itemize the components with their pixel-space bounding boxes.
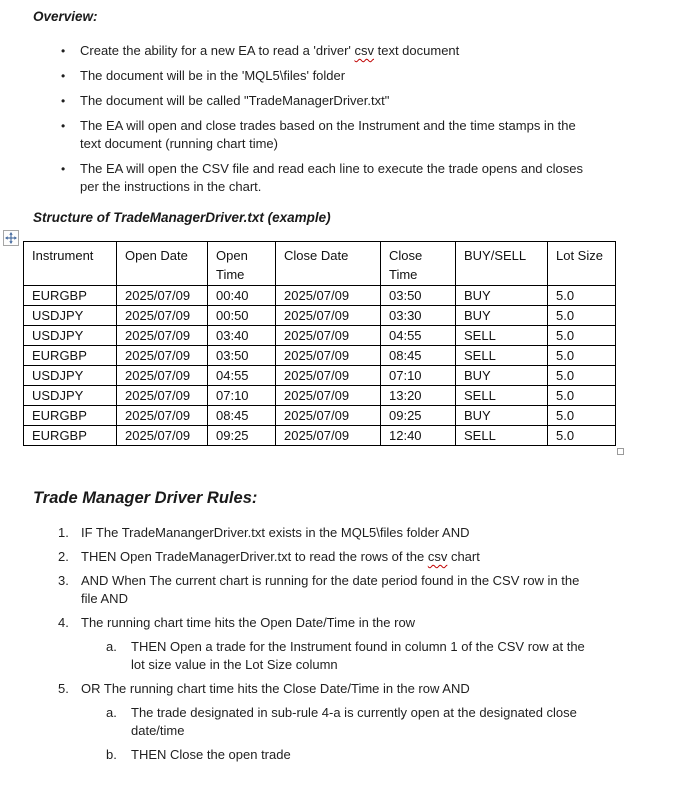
cell-buysell: SELL xyxy=(456,346,548,366)
rule-text xyxy=(81,548,480,566)
text-line: THEN Close the open trade xyxy=(131,747,291,762)
rule-text xyxy=(131,704,577,740)
table-row xyxy=(24,306,616,326)
cell-buysell: SELL xyxy=(456,426,548,446)
col-header-lot-size: Lot Size xyxy=(548,242,616,286)
rule-text xyxy=(81,524,469,542)
rules-heading: Trade Manager Driver Rules: xyxy=(33,489,258,507)
cell-close-date: 2025/07/09 xyxy=(276,306,381,326)
text-line: text document (running chart time) xyxy=(80,136,278,151)
text-line: The document will be called "TradeManagerDriver.txt" xyxy=(80,93,390,108)
cell-close-time: 03:30 xyxy=(381,306,456,326)
cell-buysell: BUY xyxy=(456,406,548,426)
bullet-icon: • xyxy=(61,162,66,176)
cell-open-date: 2025/07/09 xyxy=(117,286,208,306)
bullet-item xyxy=(33,67,680,85)
cell-instrument: USDJPY xyxy=(24,306,117,326)
text-line: THEN Open a trade for the Instrument found in column 1 of the CSV row at the xyxy=(131,639,585,654)
cell-instrument: EURGBP xyxy=(24,346,117,366)
cell-close-time: 08:45 xyxy=(381,346,456,366)
text-line: AND When The current chart is running for the date period found in the CSV row in the xyxy=(81,573,580,588)
text-run: chart xyxy=(447,549,480,564)
cell-open-date: 2025/07/09 xyxy=(117,406,208,426)
cell-close-date: 2025/07/09 xyxy=(276,386,381,406)
rule-text xyxy=(131,638,585,674)
table-row xyxy=(24,386,616,406)
bullet-item xyxy=(33,42,680,60)
cell-buysell: SELL xyxy=(456,386,548,406)
cell-open-time: 00:50 xyxy=(208,306,276,326)
cell-buysell: BUY xyxy=(456,366,548,386)
bullet-icon: • xyxy=(61,94,66,108)
cell-instrument: EURGBP xyxy=(24,286,117,306)
cell-lot-size: 5.0 xyxy=(548,326,616,346)
rule-number: 5. xyxy=(58,681,69,696)
rule-text xyxy=(81,680,470,698)
col-header-buysell: BUY/SELL xyxy=(456,242,548,286)
cell-lot-size: 5.0 xyxy=(548,286,616,306)
cell-open-time: 09:25 xyxy=(208,426,276,446)
text-line: OR The running chart time hits the Close Date/Time in the row AND xyxy=(81,681,470,696)
table-row xyxy=(24,366,616,386)
cell-open-time: 03:40 xyxy=(208,326,276,346)
trade-driver-table xyxy=(23,241,616,446)
text-line: IF The TradeManangerDriver.txt exists in the MQL5\files folder AND xyxy=(81,525,470,540)
text-line: date/time xyxy=(131,723,185,738)
text-line: file AND xyxy=(81,591,128,606)
text-line xyxy=(81,548,480,566)
text-line: per the instructions in the chart. xyxy=(80,179,262,194)
rule-sub-item xyxy=(33,638,680,674)
cell-buysell: BUY xyxy=(456,286,548,306)
trade-table-container xyxy=(23,241,615,446)
text-run: text document xyxy=(374,43,460,58)
text-line xyxy=(80,42,459,60)
rule-number: 3. xyxy=(58,573,69,588)
bullet-icon: • xyxy=(61,44,66,58)
cell-open-time: 04:55 xyxy=(208,366,276,386)
text-line: The EA will open the CSV file and read each line to execute the trade opens and closes xyxy=(80,161,583,176)
cell-close-date: 2025/07/09 xyxy=(276,406,381,426)
rule-item xyxy=(33,614,680,632)
cell-instrument: USDJPY xyxy=(24,386,117,406)
bullet-text xyxy=(80,117,576,153)
cell-open-time: 08:45 xyxy=(208,406,276,426)
cell-instrument: EURGBP xyxy=(24,406,117,426)
cell-open-date: 2025/07/09 xyxy=(117,366,208,386)
rule-number: 1. xyxy=(58,525,69,540)
text-run: THEN Open TradeManagerDriver.txt to read the rows of the xyxy=(81,549,428,564)
table-row xyxy=(24,286,616,306)
cell-instrument: USDJPY xyxy=(24,326,117,346)
bullet-item xyxy=(33,117,680,153)
cell-close-time: 03:50 xyxy=(381,286,456,306)
cell-lot-size: 5.0 xyxy=(548,346,616,366)
text-line: The trade designated in sub-rule 4-a is currently open at the designated close xyxy=(131,705,577,720)
cell-open-date: 2025/07/09 xyxy=(117,386,208,406)
table-row xyxy=(24,406,616,426)
rule-text xyxy=(81,572,579,608)
table-row xyxy=(24,346,616,366)
bullet-item xyxy=(33,160,680,196)
cell-buysell: SELL xyxy=(456,326,548,346)
overview-bullet-list xyxy=(33,42,680,196)
cell-buysell: BUY xyxy=(456,306,548,326)
text-line: lot size value in the Lot Size column xyxy=(131,657,338,672)
rule-text xyxy=(131,746,291,764)
rule-item xyxy=(33,548,680,566)
cell-close-date: 2025/07/09 xyxy=(276,286,381,306)
col-header-open-time: Open Time xyxy=(208,242,276,286)
col-header-close-date: Close Date xyxy=(276,242,381,286)
rule-item xyxy=(33,572,680,608)
table-row xyxy=(24,426,616,446)
cell-lot-size: 5.0 xyxy=(548,386,616,406)
cell-close-date: 2025/07/09 xyxy=(276,346,381,366)
cell-close-date: 2025/07/09 xyxy=(276,326,381,346)
cell-instrument: EURGBP xyxy=(24,426,117,446)
cell-lot-size: 5.0 xyxy=(548,406,616,426)
rule-item xyxy=(33,524,680,542)
col-header-instrument: Instrument xyxy=(24,242,117,286)
bullet-text xyxy=(80,160,583,196)
bullet-icon: • xyxy=(61,69,66,83)
cell-close-date: 2025/07/09 xyxy=(276,426,381,446)
text-line: The EA will open and close trades based on the Instrument and the time stamps in the xyxy=(80,118,576,133)
cell-open-date: 2025/07/09 xyxy=(117,306,208,326)
rule-letter: a. xyxy=(106,705,117,720)
text-line: The running chart time hits the Open Date/Time in the row xyxy=(81,615,416,630)
text-run: Create the ability for a new EA to read a 'driver' xyxy=(80,43,355,58)
cell-open-date: 2025/07/09 xyxy=(117,326,208,346)
misspelled-word: csv xyxy=(427,549,448,564)
rules-list xyxy=(33,524,680,764)
cell-close-time: 04:55 xyxy=(381,326,456,346)
overview-heading: Overview: xyxy=(33,9,98,24)
rule-number: 2. xyxy=(58,549,69,564)
bullet-icon: • xyxy=(61,119,66,133)
table-resize-handle[interactable] xyxy=(617,448,624,455)
cell-close-time: 13:20 xyxy=(381,386,456,406)
bullet-text xyxy=(80,67,345,85)
cell-close-time: 12:40 xyxy=(381,426,456,446)
cell-open-date: 2025/07/09 xyxy=(117,426,208,446)
col-header-open-date: Open Date xyxy=(117,242,208,286)
cell-open-time: 03:50 xyxy=(208,346,276,366)
cell-open-date: 2025/07/09 xyxy=(117,346,208,366)
misspelled-word: csv xyxy=(354,43,374,58)
cell-close-date: 2025/07/09 xyxy=(276,366,381,386)
table-move-handle[interactable] xyxy=(3,230,19,246)
cell-lot-size: 5.0 xyxy=(548,366,616,386)
rule-sub-item xyxy=(33,746,680,764)
text-line: The document will be in the 'MQL5\files' folder xyxy=(80,68,346,83)
cell-open-time: 00:40 xyxy=(208,286,276,306)
cell-instrument: USDJPY xyxy=(24,366,117,386)
col-header-close-time: Close Time xyxy=(381,242,456,286)
bullet-text xyxy=(80,92,389,110)
bullet-text xyxy=(80,42,459,60)
bullet-item xyxy=(33,92,680,110)
rule-sub-item xyxy=(33,704,680,740)
rule-letter: a. xyxy=(106,639,117,654)
table-header-row xyxy=(24,242,616,286)
cell-open-time: 07:10 xyxy=(208,386,276,406)
structure-heading: Structure of TradeManagerDriver.txt (example) xyxy=(33,210,331,225)
cell-close-time: 07:10 xyxy=(381,366,456,386)
table-row xyxy=(24,326,616,346)
rule-item xyxy=(33,680,680,698)
table-move-icon xyxy=(5,232,17,244)
cell-lot-size: 5.0 xyxy=(548,426,616,446)
cell-close-time: 09:25 xyxy=(381,406,456,426)
rule-number: 4. xyxy=(58,615,69,630)
rule-text xyxy=(81,614,415,632)
rule-letter: b. xyxy=(106,747,117,762)
cell-lot-size: 5.0 xyxy=(548,306,616,326)
